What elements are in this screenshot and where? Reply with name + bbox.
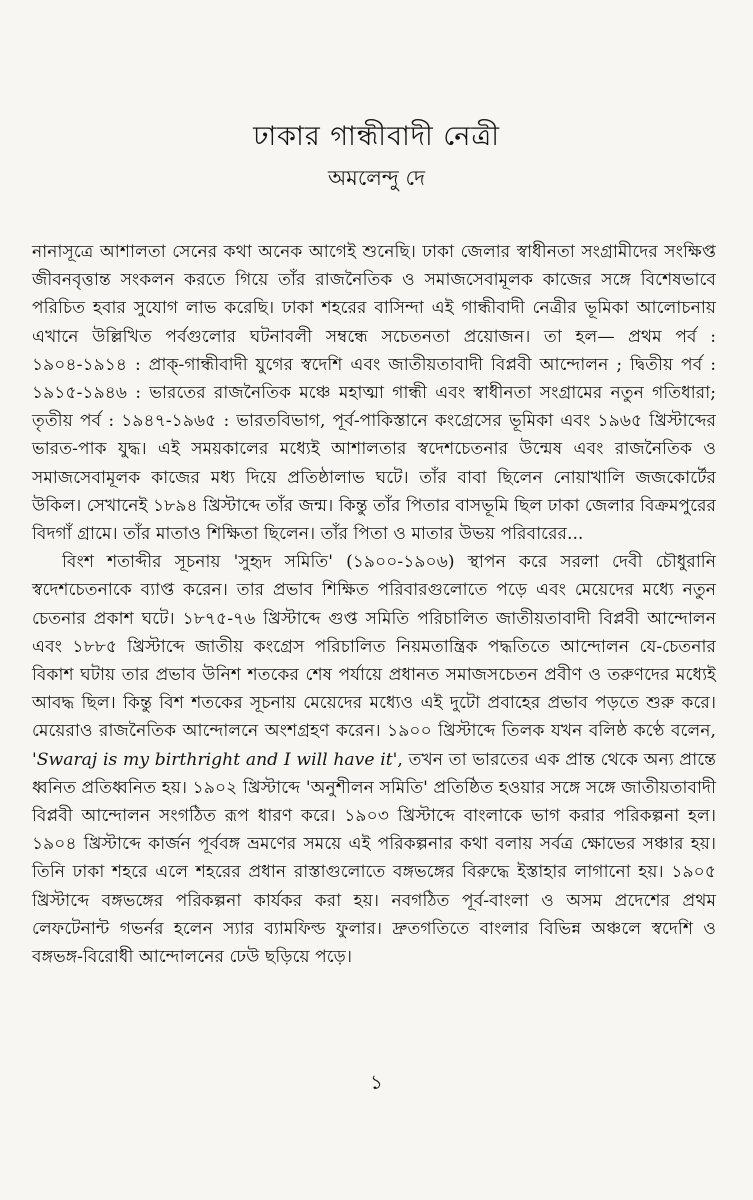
- article-body: [32, 238, 716, 971]
- article-title: ঢাকার গান্ধীবাদী নেত্রী: [253, 121, 500, 152]
- tilak-quote: 'Swaraj is my birthright and I will have it': [32, 749, 398, 770]
- paragraph-2-text-end: , তখন তা ভারতের এক প্রান্ত থেকে অন্য প্রান্তে ধ্বনিত প্রতিধ্বনিত হয়। ১৯০২ খ্রিস্টাব্দে 'অনুশীলন সমিতি' প্রতিষ্ঠিত হওয়ার সঙ্গে সঙ্গে জাতীয়তাবাদী বিপ্লবী আন্দোলন সংগঠিত রূপ ধারণ করে। ১৯০৩ খ্রিস্টাব্দে বাংলাকে ভাগ করার পরিকল্পনা হল। ১৯০৪ খ্রিস্টাব্দে কার্জন পূর্ববঙ্গ ভ্রমণের সময়ে এই পরিকল্পনার কথা বলায় সর্বত্র ক্ষোভের সঞ্চার হয়। তিনি ঢাকা শহরে এলে শহরের প্রধান রাস্তাগুলোতে বঙ্গভঙ্গের বিরুদ্ধে ইস্তাহার লাগানো হয়। ১৯০৫ খ্রিস্টাব্দে বঙ্গভঙ্গের পরিকল্পনা কার্যকর করা হয়। নবগঠিত পূর্ব-বাংলা ও অসম প্রদেশের প্রথম লেফটেনান্ট গভর্নর হলেন স্যার ব্যামফিল্ড ফুলার। দ্রুতগতিতে বাংলার বিভিন্ন অঞ্চলে স্বদেশি ও বঙ্গভঙ্গ-বিরোধী আন্দোলনের ঢেউ ছড়িয়ে পড়ে।: [32, 749, 716, 968]
- paragraph-1: [32, 238, 716, 548]
- paragraph-1-text: নানাসূত্রে আশালতা সেনের কথা অনেক আগেই শুনেছি। ঢাকা জেলার স্বাধীনতা সংগ্রামীদের সংক্ষিপ্ত জীবনবৃত্তান্ত সংকলন করতে গিয়ে তাঁর রাজনৈতিক ও সমাজসেবামূলক কাজের সঙ্গে বিশেষভাবে পরিচিত হবার সুযোগ লাভ করেছি। ঢাকা শহরের বাসিন্দা এই গান্ধীবাদী নেত্রীর ভূমিকা আলোচনায় এখানে উল্লিখিত পর্বগুলোর ঘটনাবলী সম্বন্ধে সচেতনতা প্রয়োজন। তা হল— প্রথম পর্ব : ১৯০৪-১৯১৪ : প্রাক্-গান্ধীবাদী যুগের স্বদেশি এবং জাতীয়তাবাদী বিপ্লবী আন্দোলন ; দ্বিতীয় পর্ব : ১৯১৫-১৯৪৬ : ভারতের রাজনৈতিক মঞ্চে মহাত্মা গান্ধী এবং স্বাধীনতা সংগ্রামের নতুন গতিধারা; তৃতীয় পর্ব : ১৯৪৭-১৯৬৫ : ভারতবিভাগ, পূর্ব-পাকিস্তানে কংগ্রেসের ভূমিকা এবং ১৯৬৫ খ্রিস্টাব্দের ভারত-পাক যুদ্ধ। এই সময়কালের মধ্যেই আশালতার স্বদেশচেতনার উন্মেষ এবং রাজনৈতিক ও সমাজসেবামূলক কাজের মধ্য দিয়ে প্রতিষ্ঠালাভ ঘটে। তাঁর বাবা ছিলেন নোয়াখালি জজকোর্টের উকিল। সেখানেই ১৮৯৪ খ্রিস্টাব্দে তাঁর জন্ম। কিন্তু তাঁর পিতার বাসভূমি ছিল ঢাকা জেলার বিক্রমপুরের বিদগাঁ গ্রামে। তাঁর মাতাও শিক্ষিতা ছিলেন। তাঁর পিতা ও মাতার উভয় পরিবারের...: [32, 242, 716, 545]
- paragraph-2-text-start: বিংশ শতাব্দীর সূচনায় 'সুহৃদ সমিতি' (১৯০০-১৯০৬) স্থাপন করে সরলা দেবী চৌধুরানি স্বদেশচেতনাকে ব্যাপ্ত করেন। তার প্রভাব শিক্ষিত পরিবারগুলোতে পড়ে এবং মেয়েদের মধ্যে নতুন চেতনার প্রকাশ ঘটে। ১৮৭৫-৭৬ খ্রিস্টাব্দে গুপ্ত সমিতি পরিচালিত জাতীয়তাবাদী বিপ্লবী আন্দোলন এবং ১৮৮৫ খ্রিস্টাব্দে জাতীয় কংগ্রেস পরিচালিত নিয়মতান্ত্রিক পদ্ধতিতে আন্দোলন যে-চেতনার বিকাশ ঘটায় তার প্রভাব উনিশ শতকের শেষ পর্যায়ে প্রধানত সমাজসচেতন প্রবীণ ও তরুণদের মধ্যেই আবদ্ধ ছিল। কিন্তু বিশ শতকের সূচনায় মেয়েদের মধ্যেও এই দুটো প্রবাহের প্রভাব পড়তে শুরু করে। মেয়েরাও রাজনৈতিক আন্দোলনে অংশগ্রহণ করেন। ১৯০০ খ্রিস্টাব্দে তিলক যখন বলিষ্ঠ কণ্ঠে বলেন,: [32, 552, 716, 742]
- article-author: অমলেন্দু দে: [327, 166, 425, 190]
- page-number: ১: [370, 1070, 383, 1094]
- paragraph-2: [32, 548, 716, 971]
